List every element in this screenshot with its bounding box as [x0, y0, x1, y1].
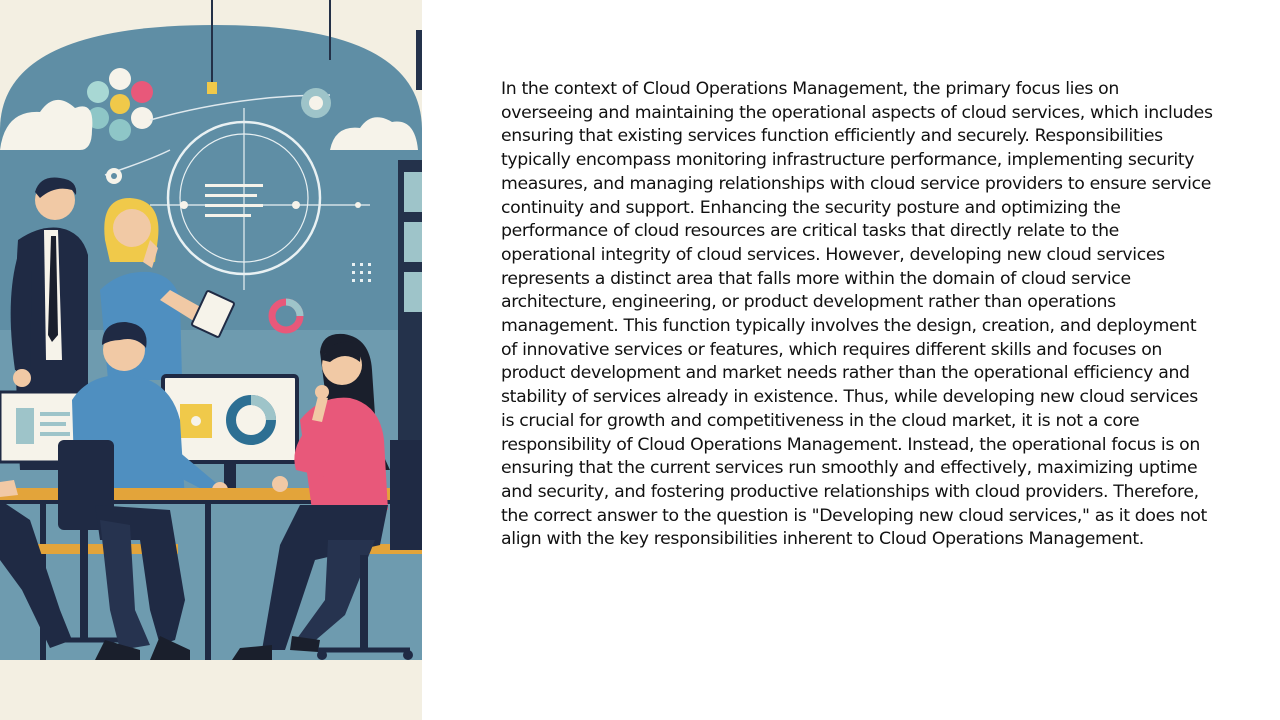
office-team-cloud-icon: [0, 0, 422, 720]
office-team-illustration: [0, 0, 422, 720]
body-text: In the context of Cloud Operations Management, the primary focus lies on overseeing and maintaining the operational aspects of cloud services, which includes ensuring that existing services function efficiently and securely. Responsibilities typically encompass monitoring infrastructure performance, implementing security measures, and managing relationships with cloud service providers to ensure service continuity and support. Enhancing the security posture and optimizing the performance of cloud resources are critical tasks that directly relate to the operational integrity of cloud services. However, developing new cloud services represents a distinct area that falls more within the domain of cloud service architecture, engineering, or product development rather than operations management. This function typically involves the design, creation, and deployment of innovative services or features, which requires different skills and focuses on product development and market needs rather than the operational efficiency and stability of services already in existence. Thus, while developing new cloud services is crucial for growth and competitiveness in the cloud market, it is not a core responsibility of Cloud Operations Management. Instead, the operational focus is on ensuring that the current services run smoothly and effectively, maximizing uptime and security, and fostering productive relationships with cloud providers. Therefore, the correct answer to the question is "Developing new cloud services," as it does not align with the key responsibilities inherent to Cloud Operations Management.: [501, 79, 1213, 550]
